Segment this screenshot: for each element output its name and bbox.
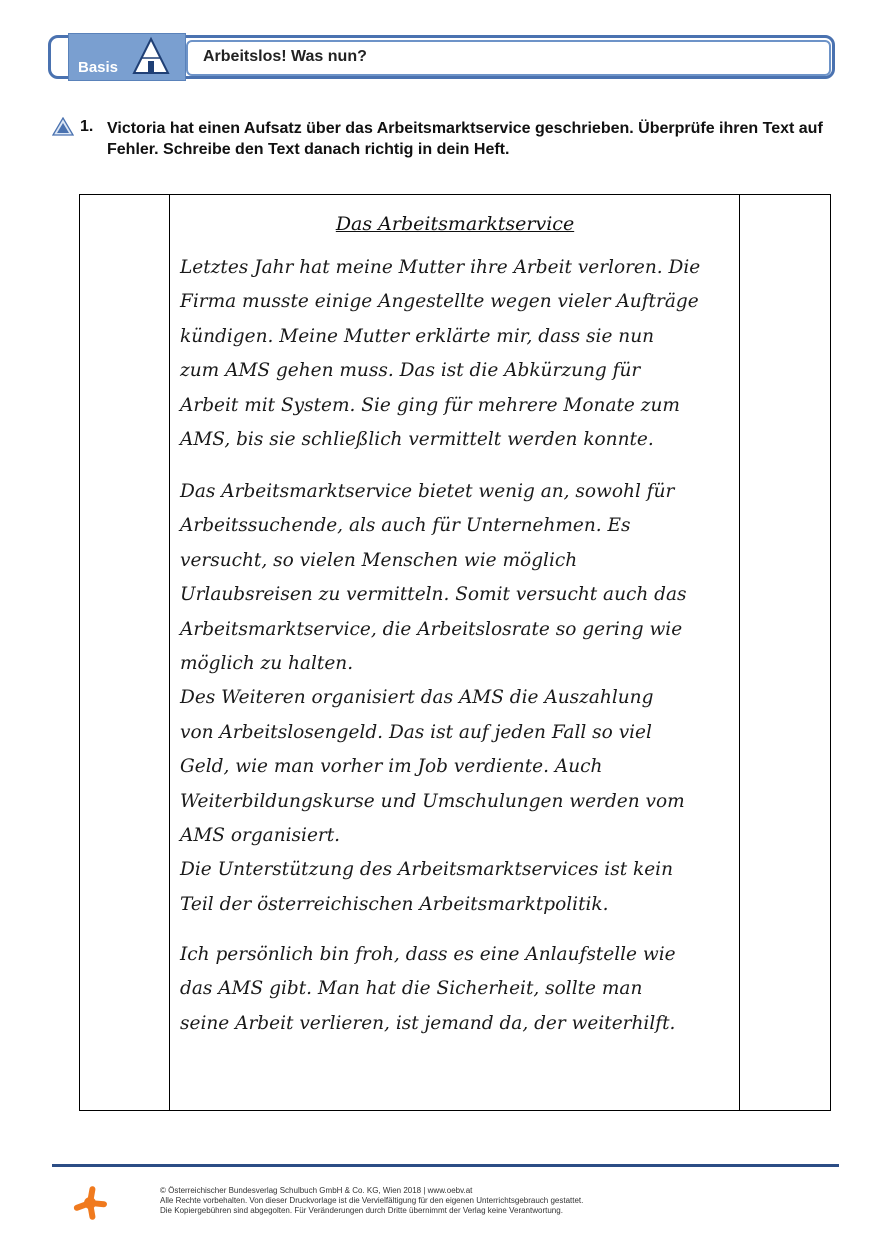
essay-line: kündigen. Meine Mutter erklärte mir, dass sie nun: [180, 325, 655, 347]
essay-line: Geld, wie man vorher im Job verdiente. Auch: [180, 756, 603, 778]
essay-paragraph-3: [180, 938, 740, 1041]
essay-line: AMS organisiert.: [180, 825, 341, 847]
essay-line: Weiterbildungskurse und Umschulungen werden vom: [180, 790, 685, 812]
difficulty-icon: [52, 117, 74, 137]
essay-line: Arbeit mit System. Sie ging für mehrere Monate zum: [180, 394, 680, 416]
essay-line: Firma musste einige Angestellte wegen vieler Aufträge: [180, 291, 699, 313]
essay-paragraph-2: [180, 475, 740, 922]
essay-line: zum AMS gehen muss. Das ist die Abkürzung für: [180, 360, 641, 382]
essay-line: von Arbeitslosengeld. Das ist auf jeden Fall so viel: [180, 721, 652, 743]
triangle-level-icon: [131, 36, 171, 78]
task-number: 1.: [80, 118, 94, 135]
essay-line: AMS, bis sie schließlich vermittelt werden konnte.: [180, 429, 654, 451]
copyright-notice: [160, 1186, 583, 1216]
essay-line: Urlaubsreisen zu vermitteln. Somit versucht auch das: [180, 584, 687, 606]
essay-line: Ich persönlich bin froh, dass es eine Anlaufstelle wie: [180, 944, 676, 965]
left-margin-divider: [169, 194, 170, 1111]
footer-divider: [52, 1164, 839, 1167]
rights-line: Alle Rechte vorbehalten. Von dieser Druckvorlage ist die Vervielfältigung für den eigenen Unterrichtsgebrauch gestattet.: [160, 1196, 584, 1205]
copyright-line: © Österreichischer Bundesverlag Schulbuch GmbH & Co. KG, Wien 2018 | www.oebv.at: [160, 1186, 473, 1195]
essay-line: versucht, so vielen Menschen wie möglich: [180, 549, 578, 571]
fees-line: Die Kopiergebühren sind abgegolten. Für Veränderungen durch Dritte übernimmt der Verlag keine Verantwortung.: [160, 1206, 563, 1215]
page-title: Arbeitslos! Was nun?: [203, 48, 367, 65]
publisher-logo-icon: [70, 1183, 110, 1223]
essay-line: Das Arbeitsmarktservice bietet wenig an, sowohl für: [180, 481, 675, 502]
essay-line: Des Weiteren organisiert das AMS die Auszahlung: [180, 687, 654, 709]
task-instruction: Victoria hat einen Aufsatz über das Arbeitsmarktservice geschrieben. Überprüfe ihren Text auf Fehler. Schreibe den Text danach richtig in dein Heft.: [107, 120, 823, 158]
essay-line: Letztes Jahr hat meine Mutter ihre Arbeit verloren. Die: [180, 257, 701, 278]
essay-line: Arbeitssuchende, als auch für Unternehmen. Es: [180, 515, 631, 537]
essay-line: möglich zu halten.: [180, 653, 354, 675]
level-label: Basis: [78, 59, 119, 76]
essay-title: Das Arbeitsmarktservice: [335, 213, 575, 235]
essay-line: das AMS gibt. Man hat die Sicherheit, sollte man: [180, 978, 643, 1000]
essay-paragraph-1: [180, 251, 740, 457]
essay-line: Teil der österreichischen Arbeitsmarktpolitik.: [180, 893, 609, 915]
essay-line: Die Unterstützung des Arbeitsmarktservices ist kein: [180, 859, 674, 881]
essay-line: Arbeitsmarktservice, die Arbeitslosrate so gering wie: [180, 618, 683, 640]
essay-line: seine Arbeit verlieren, ist jemand da, der weiterhilft.: [180, 1012, 676, 1034]
